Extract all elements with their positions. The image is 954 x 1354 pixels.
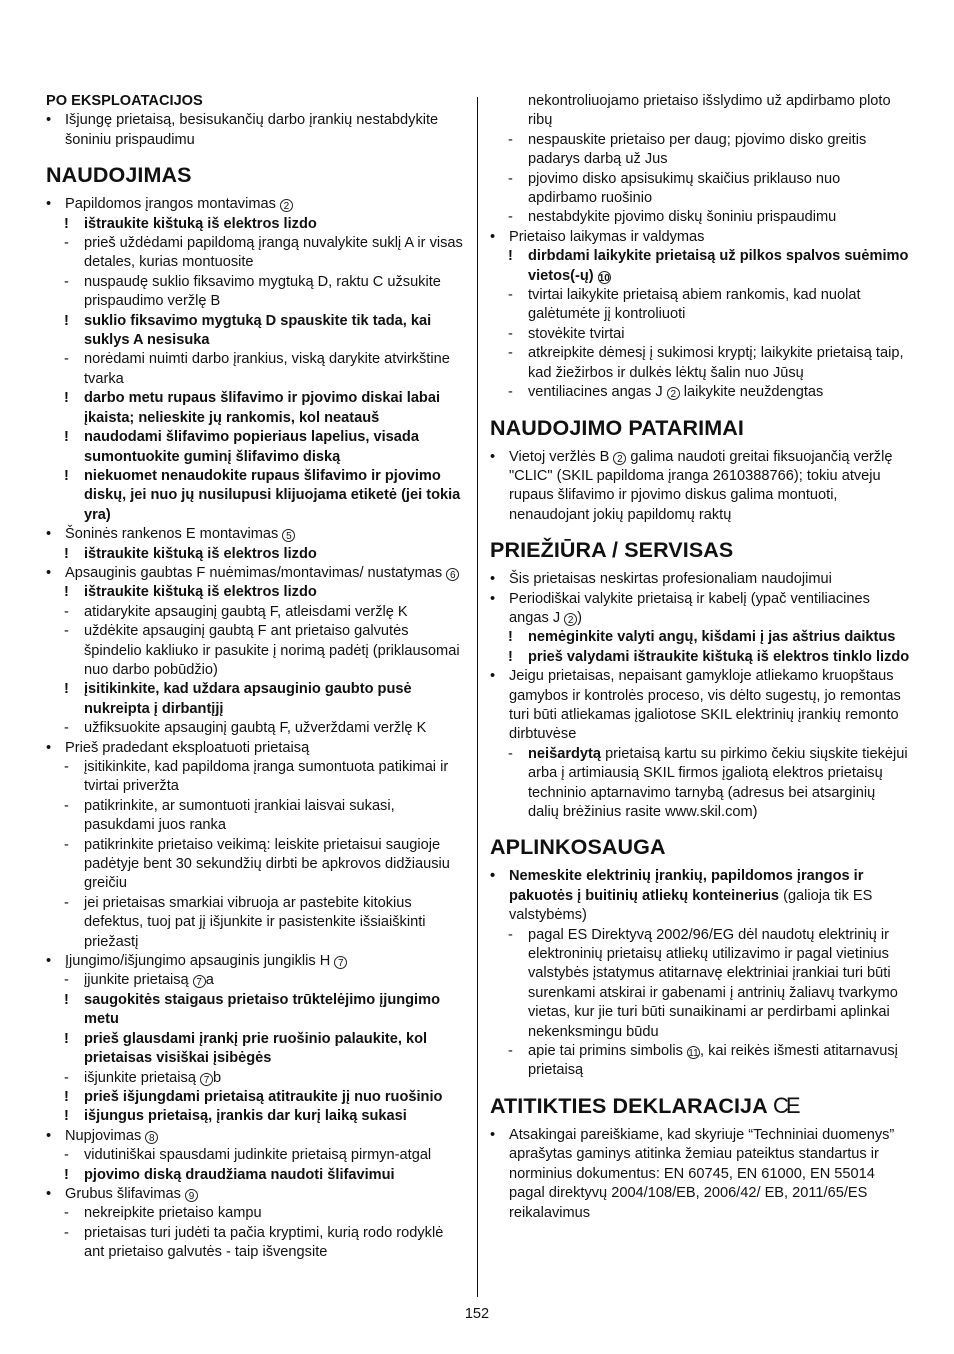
section-heading [46, 163, 466, 187]
text-run: pagal ES Direktyvą 2002/96/EG dėl naudotų elektrinių ir elektroninių prietaisų atliekų utilizavimo ir pagal vietinius valstybės įstatymus atitarnavę elektriniai įrankiai turi būti surenkami atskirai ir gabenami į antrinių žaliavų tvarkymo vietas, kur jie turi būti sunaikinami ar perdirbami aplinkai nekenksmingu būdu [528, 926, 898, 1040]
figure-reference: 10 [598, 272, 610, 284]
section-heading-text: NAUDOJIMAS [46, 163, 192, 188]
bullet-marker: • [490, 668, 496, 685]
dash-marker: - [64, 720, 69, 737]
figure-reference: 2 [667, 387, 680, 400]
dash-marker: - [508, 209, 513, 226]
text-run: Apsauginis gaubtas F nuėmimas/montavimas/ nustatymas [65, 564, 447, 581]
sub-list-item [490, 344, 910, 383]
text-run: a [205, 972, 214, 989]
text-run: pjovimo disko apsisukimų skaičius priklauso nuo apdirbamo ruošinio [528, 170, 841, 207]
sub-list-item [490, 648, 910, 667]
text-run: galima naudoti greitai fiksuojančią veržlę "CLIC" (SKIL papildoma įranga 2610388766); tokiu atveju rupaus šlifavimo ir pjovimo diskus galima montuoti, nenaudojant jokių papildomų raktų [509, 448, 893, 523]
sub-list-item [46, 603, 466, 622]
figure-reference: 2 [280, 199, 293, 212]
text-run: nekontroliuojamo prietaiso išslydimo už apdirbamo ploto ribų [528, 93, 891, 129]
text-run: apie tai primins simbolis [528, 1043, 687, 1060]
dash-marker: - [64, 351, 69, 368]
sub-list-item [46, 1204, 466, 1223]
sub-list-item [46, 836, 466, 894]
bullet-marker: • [490, 571, 496, 588]
sub-list-item [46, 1166, 466, 1185]
section-heading [490, 1094, 910, 1118]
sub-list-item [46, 428, 466, 467]
figure-reference: 7 [334, 956, 347, 969]
dash-marker: - [508, 131, 513, 148]
sub-list-item [490, 325, 910, 344]
text-run: prietaisas turi judėti ta pačia kryptimi, kurią rodo rodyklė ant prietaiso galvutės - taip išvengsite [84, 1224, 444, 1261]
figure-reference: 7 [193, 975, 206, 988]
text-run: įsitikinkite, kad uždara apsauginio gaubto pusė nukreipta į dirbantįjį [84, 681, 412, 717]
sub-list-item [46, 797, 466, 836]
section-heading [490, 416, 910, 440]
figure-reference: 6 [446, 568, 459, 581]
text-run: norėdami nuimti darbo įrankius, viską darykite atvirkštine tvarka [84, 351, 450, 387]
warning-marker: ! [64, 1166, 69, 1183]
sub-list-item [46, 971, 466, 990]
sub-list-item [490, 745, 910, 823]
sub-list-item [46, 389, 466, 428]
text-run: Nupjovimas [65, 1127, 146, 1144]
text-run: neišardytą [528, 745, 602, 762]
text-run: uždėkite apsauginį gaubtą F ant prietaiso galvutės špindelio kakliuko ir pasukite į norimą padėtį (priklausomai nuo darbo pobūdžio) [84, 623, 460, 678]
dash-marker: - [508, 745, 513, 762]
warning-marker: ! [64, 681, 69, 698]
list-item [490, 448, 910, 526]
sub-list-item [46, 719, 466, 738]
list-item [46, 1185, 466, 1204]
sub-list-item [490, 286, 910, 325]
bullet-marker: • [490, 228, 496, 245]
page-number: 152 [464, 1306, 490, 1322]
bullet-marker: • [46, 112, 52, 129]
text-run: patikrinkite, ar sumontuoti įrankiai laisvai sukasi, pasukdami juos ranka [84, 797, 395, 834]
text-run: nemėginkite valyti angų, kišdami į jas aštrius daiktus [528, 629, 896, 646]
figure-reference: 8 [145, 1131, 158, 1144]
section-heading-text: APLINKOSAUGA [490, 835, 666, 860]
bullet-marker: • [490, 868, 496, 885]
section-heading-text: NAUDOJIMO PATARIMAI [490, 415, 744, 440]
list-item [46, 525, 466, 544]
warning-marker: ! [508, 648, 513, 665]
text-run: vidutiniškai spausdami judinkite prietaisą pirmyn-atgal [84, 1147, 432, 1164]
text-run: Grubus šlifavimas [65, 1185, 186, 1202]
dash-marker: - [64, 1147, 69, 1164]
text-run: Išjungę prietaisą, besisukančių darbo įrankių nestabdykite šoniniu prispaudimu [65, 112, 439, 148]
text-run: nestabdykite pjovimo diskų šoniniu prispaudimu [528, 209, 837, 226]
text-run: laikykite neuždengtas [679, 384, 824, 401]
sub-list-item [490, 131, 910, 170]
text-run: tvirtai laikykite prietaisą abiem rankomis, kad nuolat galėtumėte jį kontroliuoti [528, 287, 861, 323]
bullet-marker: • [46, 1185, 52, 1202]
text-run: nespauskite prietaiso per daug; pjovimo disko greitis padarys darbą už Jus [528, 131, 867, 168]
text-run: Nemeskite elektrinių įrankių, papildomos įrangos ir pakuotės į buitinių atliekų konteinerius [509, 868, 864, 904]
list-item [490, 1126, 910, 1223]
dash-marker: - [508, 926, 513, 943]
text-run: (galioja tik ES valstybėms) [509, 887, 873, 924]
figure-reference: 2 [564, 613, 577, 626]
sub-list-item [46, 312, 466, 351]
text-run: Prieš pradedant eksploatuoti prietaisą [65, 739, 310, 756]
sub-list-item [46, 467, 466, 525]
dash-marker: - [64, 894, 69, 911]
text-run: jei prietaisas smarkiai vibruoja ar pastebite kitokius defektus, tuoj pat jį išjunkite ir pasistenkite išsiaiškinti priežastį [84, 894, 426, 950]
sub-list-item [46, 894, 466, 952]
dash-marker: - [64, 603, 69, 620]
warning-marker: ! [508, 248, 513, 265]
text-run: ) [577, 609, 583, 626]
warning-marker: ! [64, 545, 69, 562]
list-item [490, 228, 910, 247]
dash-marker: - [508, 384, 513, 401]
text-run: Vietoj veržlės B [509, 448, 614, 465]
bullet-marker: • [46, 739, 52, 756]
text-run: Periodiškai valykite prietaisą ir kabelį (ypač ventiliacines angas J [509, 590, 870, 626]
text-run: ištraukite kištuką iš elektros lizdo [84, 215, 317, 232]
sub-list-item [490, 170, 910, 209]
sub-list-item [46, 1030, 466, 1069]
dash-marker: - [64, 1069, 69, 1086]
sub-list-item [490, 383, 910, 402]
sub-list-item [490, 926, 910, 1042]
section-heading [490, 835, 910, 859]
warning-marker: ! [64, 1108, 69, 1125]
sub-list-item [46, 1069, 466, 1088]
warning-marker: ! [64, 991, 69, 1008]
dash-marker: - [508, 1043, 513, 1060]
dash-marker: - [64, 797, 69, 814]
sub-list-item [490, 247, 910, 286]
list-item [490, 590, 910, 629]
text-run: saugokitės staigaus prietaiso trūktelėjimo įjungimo metu [84, 991, 441, 1028]
bullet-marker: • [46, 196, 52, 213]
sub-list-item [46, 350, 466, 389]
bullet-marker: • [46, 953, 52, 970]
list-item [490, 570, 910, 589]
bullet-marker: • [46, 526, 52, 543]
dash-marker: - [508, 287, 513, 304]
text-run: Jeigu prietaisas, nepaisant gamykloje atliekamo kruopštaus gamybos ir kontrolės proceso, vis dėlto sugestų, jo remontas turi būti atliekamas įgaliotose SKIL elektrinių įrankių remonto dirbtuvėse [509, 668, 901, 743]
text-run: patikrinkite prietaiso veikimą: leiskite prietaisui saugioje padėtyje bent 30 sekundžių dirbti be apkrovos didžiausiu greičiu [84, 836, 450, 892]
bullet-marker: • [490, 448, 496, 465]
dash-marker: - [64, 273, 69, 290]
right-column [490, 92, 910, 1223]
dash-marker: - [508, 325, 513, 342]
sub-list-item [490, 92, 910, 131]
text-run: nuspaudę suklio fiksavimo mygtuką D, raktu C užsukite prispaudimo veržlę B [84, 273, 441, 310]
text-run: naudodami šlifavimo popieriaus lapelius, visada sumontuokite guminį šlifavimo diską [84, 429, 419, 465]
sub-list-item [46, 215, 466, 234]
text-run: ištraukite kištuką iš elektros lizdo [84, 584, 317, 601]
text-run: užfiksuokite apsauginį gaubtą F, užverždami veržlę K [84, 720, 427, 737]
text-run: dirbdami laikykite prietaisą už pilkos spalvos suėmimo vietos(-ų) [528, 248, 909, 284]
text-run: įjunkite prietaisą [84, 972, 193, 989]
dash-marker: - [64, 235, 69, 252]
text-run: pjovimo diską draudžiama naudoti šlifavimui [84, 1166, 395, 1183]
text-run: atidarykite apsauginį gaubtą F, atleisdami veržlę K [84, 603, 408, 620]
text-run: , kai reikės išmesti atitarnavusį prietaisą [528, 1043, 898, 1079]
sub-list-item [46, 273, 466, 312]
section-heading-text: PRIEŽIŪRA / SERVISAS [490, 538, 734, 563]
text-run: prieš uždėdami papildomą įrangą nuvalykite suklį A ir visas detales, kurias montuosite [84, 235, 463, 271]
text-run: Papildomos įrangos montavimas [65, 196, 280, 213]
sub-list-item [46, 1146, 466, 1165]
text-run: atkreipkite dėmesį į sukimosi kryptį; laikykite prietaisą taip, kad žiežirbos ir dulkės lėktų šalin nuo Jūsų [528, 345, 904, 381]
ce-mark-icon: CE [773, 1092, 798, 1118]
warning-marker: ! [64, 467, 69, 484]
text-run: ištraukite kištuką iš elektros lizdo [84, 545, 317, 562]
dash-marker: - [64, 1205, 69, 1222]
sub-list-item [46, 583, 466, 602]
sub-list-item [46, 622, 466, 680]
bullet-marker: • [490, 590, 496, 607]
warning-marker: ! [508, 629, 513, 646]
warning-marker: ! [64, 312, 69, 329]
text-run: b [213, 1069, 222, 1086]
dash-marker: - [64, 623, 69, 640]
warning-marker: ! [64, 390, 69, 407]
sub-list-item [46, 758, 466, 797]
text-run: Šis prietaisas neskirtas profesionaliam naudojimui [509, 571, 832, 588]
list-item [46, 739, 466, 758]
figure-reference: 11 [688, 1048, 699, 1060]
text-run: darbo metu rupaus šlifavimo ir pjovimo diskai labai įkaista; nelieskite jų rankomis, kol neatauš [84, 390, 441, 426]
sub-list-item [46, 234, 466, 273]
section-heading-text: ATITIKTIES DEKLARACIJA [490, 1093, 767, 1118]
sub-list-item [46, 680, 466, 719]
section-heading [490, 538, 910, 562]
bullet-marker: • [46, 1127, 52, 1144]
text-run: ventiliacines angas J [528, 384, 667, 401]
text-run: Įjungimo/išjungimo apsauginis jungiklis H [65, 953, 335, 970]
sub-list-item [46, 1224, 466, 1263]
warning-marker: ! [64, 215, 69, 232]
text-run: nekreipkite prietaiso kampu [84, 1205, 262, 1222]
sub-list-item [46, 991, 466, 1030]
text-run: suklio fiksavimo mygtuką D spauskite tik tada, kai suklys A nesisuka [84, 312, 432, 349]
sub-list-item [490, 208, 910, 227]
sub-list-item [490, 628, 910, 647]
dash-marker: - [64, 836, 69, 853]
warning-marker: ! [64, 584, 69, 601]
warning-marker: ! [64, 429, 69, 446]
figure-reference: 2 [613, 452, 626, 465]
sub-list-item [46, 545, 466, 564]
text-run: išjunkite prietaisą [84, 1069, 200, 1086]
dash-marker: - [64, 759, 69, 775]
text-run: Atsakingai pareiškiame, kad skyriuje “Techniniai duomenys” aprašytas gaminys atitinka žemiau pateiktus standartus ir norminius dokumentus: EN 60745, EN 61000, EN 55014 pagal direktyvų 2004/108/EB, 2006/42/ EB, 2011/65/ES reikalavimus [509, 1126, 895, 1221]
list-item [490, 867, 910, 925]
dash-marker: - [64, 1224, 69, 1241]
sub-list-item [46, 1088, 466, 1107]
warning-marker: ! [64, 1030, 69, 1047]
list-item [46, 952, 466, 971]
column-divider [477, 97, 478, 1297]
left-column [46, 92, 466, 1263]
text-run: Prietaiso laikymas ir valdymas [509, 228, 705, 245]
text-run: Šoninės rankenos E montavimas [65, 526, 283, 543]
dash-marker: - [508, 345, 513, 362]
list-item [490, 667, 910, 745]
sub-list-item [46, 1107, 466, 1126]
list-item [46, 111, 466, 150]
text-run: įsitikinkite, kad papildoma įranga sumontuota patikimai ir tvirtai priveržta [84, 759, 449, 795]
text-run: niekuomet nenaudokite rupaus šlifavimo ir pjovimo diskų, jei nuo jų nusilupusi klijuojama etiketė (jei tokia yra) [84, 467, 461, 523]
figure-reference: 7 [200, 1073, 213, 1086]
text-run: išjungus prietaisą, įrankis dar kurį laiką sukasi [84, 1108, 407, 1125]
text-run: stovėkite tvirtai [528, 325, 625, 342]
warning-marker: ! [64, 1088, 69, 1105]
text-run: prieš išjungdami prietaisą atitraukite jį nuo ruošinio [84, 1088, 443, 1105]
dash-marker: - [508, 170, 513, 187]
list-item [46, 564, 466, 583]
list-item [46, 195, 466, 214]
figure-reference: 5 [282, 529, 295, 542]
text-run: prieš glausdami įrankį prie ruošinio palaukite, kol prietaisas visiškai įsibėgės [84, 1030, 428, 1067]
text-run: prieš valydami ištraukite kištuką iš elektros tinklo lizdo [528, 648, 910, 665]
figure-reference: 9 [185, 1189, 198, 1202]
list-item [46, 1127, 466, 1146]
bullet-marker: • [490, 1126, 496, 1143]
subheading: PO EKSPLOATACIJOS [46, 93, 203, 109]
text-run: prietaisą kartu su pirkimo čekiu siųskite tiekėjui arba į artimiausią SKIL firmos įgaliotą elektros prietaisų techninio aptarnavimo tarnybą (adresus bei atsarginių dalių brėžinius rasite www.skil.com) [528, 745, 908, 820]
dash-marker: - [64, 972, 69, 989]
sub-list-item [490, 1042, 910, 1081]
bullet-marker: • [46, 564, 52, 581]
